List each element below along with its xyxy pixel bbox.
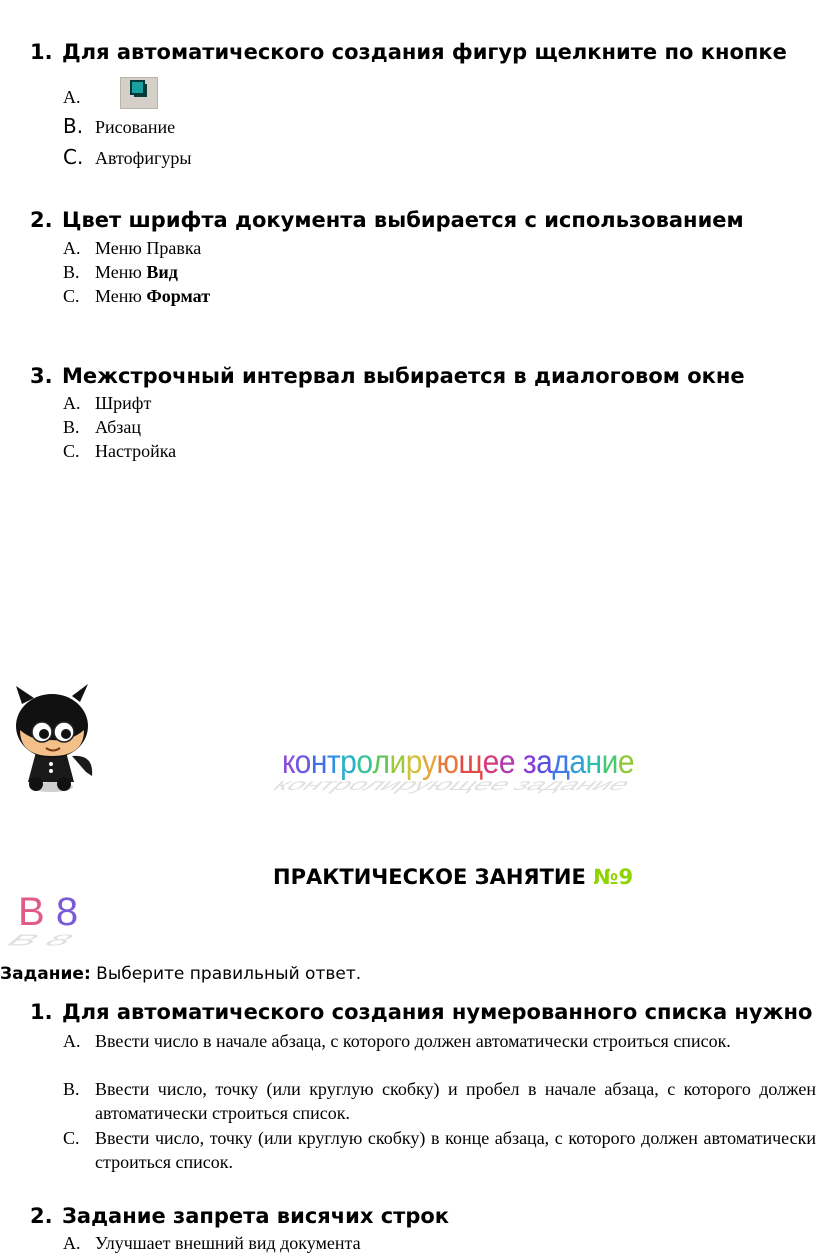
question-text: Межстрочный интервал выбирается в диалоговом окне — [62, 364, 745, 388]
question-text: Цвет шрифта документа выбирается с использованием — [62, 208, 744, 232]
wordart-letter: т — [326, 744, 341, 781]
wordart-letter: р — [340, 744, 357, 781]
variant-letter — [45, 890, 56, 934]
question-number: 2. — [30, 208, 53, 232]
wordart-letter: и — [601, 744, 618, 781]
wordart-letter: н — [310, 744, 327, 781]
option-a — [63, 238, 201, 259]
question-1-title — [30, 40, 787, 64]
question-2-title — [30, 208, 744, 232]
task-label: Задание: — [0, 964, 91, 984]
option-letter: A. — [63, 1031, 81, 1051]
option-text: Автофигуры — [95, 148, 192, 168]
option-c — [63, 286, 210, 307]
question-title — [30, 1000, 812, 1024]
option-letter: A. — [63, 87, 81, 107]
practical-lesson-heading — [273, 865, 633, 889]
option-text: Ввести число в начале абзаца, с которого должен автоматически строиться список. — [95, 1031, 731, 1051]
question-number: 1. — [30, 1000, 53, 1024]
variant-shadow: В 8 — [0, 931, 81, 950]
task-text: Выберите правильный ответ. — [90, 964, 362, 984]
wordart-letter: а — [536, 744, 553, 781]
option-c — [63, 441, 176, 462]
option-a — [63, 87, 119, 108]
option-letter: C. — [63, 441, 80, 461]
option-a — [63, 1233, 361, 1254]
wordart-letter — [515, 744, 523, 781]
wordart-letter: а — [569, 744, 586, 781]
autoshape-button-icon — [120, 77, 158, 109]
variant-label — [18, 890, 78, 935]
option-a — [63, 393, 151, 414]
option-text: Настройка — [95, 441, 177, 461]
wordart-letter: р — [405, 744, 422, 781]
wordart-letter: л — [372, 744, 390, 781]
wordart-letter: з — [522, 744, 537, 781]
wordart-letter: ю — [436, 744, 459, 781]
option-text: Ввести число, точку (или круглую скобку) в конце абзаца, с которого должен автоматически строиться список. — [95, 1128, 816, 1172]
option-text: Улучшает внешний вид документа — [95, 1233, 361, 1253]
variant-letter: В — [18, 890, 45, 934]
wordart-letter: д — [552, 744, 570, 781]
option-text: Рисование — [95, 117, 176, 137]
wordart-letter: о — [294, 744, 311, 781]
option-text: Меню — [95, 262, 147, 282]
option-c — [63, 1126, 816, 1174]
option-letter: B. — [63, 417, 80, 437]
option-text-bold: Формат — [146, 286, 211, 306]
question-text: Для автоматического создания фигур щелкните по кнопке — [62, 40, 787, 64]
wordart-control-task — [282, 746, 634, 780]
option-text: Ввести число, точку (или круглую скобку) и пробел в начале абзаца, с которого должен автоматически строиться список. — [95, 1079, 816, 1123]
option-text: Абзац — [95, 417, 141, 437]
wordart-letter: к — [282, 744, 295, 781]
heading-number: №9 — [593, 865, 634, 889]
wordart-letter: н — [585, 744, 602, 781]
option-b — [63, 1077, 816, 1125]
question-number: 2. — [30, 1204, 53, 1228]
option-text: Меню — [95, 286, 147, 306]
option-letter: C. — [63, 286, 80, 306]
option-a — [63, 1029, 816, 1053]
question-text: Задание запрета висячих строк — [62, 1204, 450, 1228]
option-text-bold: Вид — [146, 262, 178, 282]
option-letter: B. — [63, 262, 80, 282]
wordart-letter: е — [482, 744, 499, 781]
devil-mascot-illustration — [6, 684, 106, 794]
option-letter: B. — [63, 1079, 80, 1099]
option-letter: A. — [63, 393, 81, 413]
wordart-letter: о — [356, 744, 373, 781]
option-b — [63, 114, 175, 138]
option-b — [63, 262, 178, 283]
option-letter: C. — [63, 1128, 80, 1148]
heading-text: ПРАКТИЧЕСКОЕ ЗАНЯТИЕ — [273, 865, 594, 889]
wordart-letter: е — [617, 744, 635, 781]
option-letter: A. — [63, 238, 81, 258]
task-instruction — [0, 964, 361, 984]
option-text: Меню Правка — [95, 238, 202, 258]
option-text: Шрифт — [95, 393, 152, 413]
question-3-title — [30, 364, 745, 388]
question-number: 3. — [30, 364, 53, 388]
option-letter: C. — [63, 145, 84, 169]
wordart-shadow: контролирующее задание — [267, 775, 637, 794]
wordart-letter: и — [389, 744, 406, 781]
option-b — [63, 417, 141, 438]
question-text: Для автоматического создания нумерованного списка нужно — [62, 1000, 813, 1024]
option-letter: A. — [63, 1233, 81, 1253]
wordart-letter: у — [421, 744, 437, 781]
variant-letter: 8 — [55, 890, 79, 934]
question-number: 1. — [30, 40, 53, 64]
question-title — [30, 1204, 449, 1228]
wordart-letter: щ — [458, 744, 483, 781]
option-letter: B. — [63, 114, 84, 138]
wordart-letter: е — [498, 744, 516, 781]
option-c — [63, 145, 191, 169]
